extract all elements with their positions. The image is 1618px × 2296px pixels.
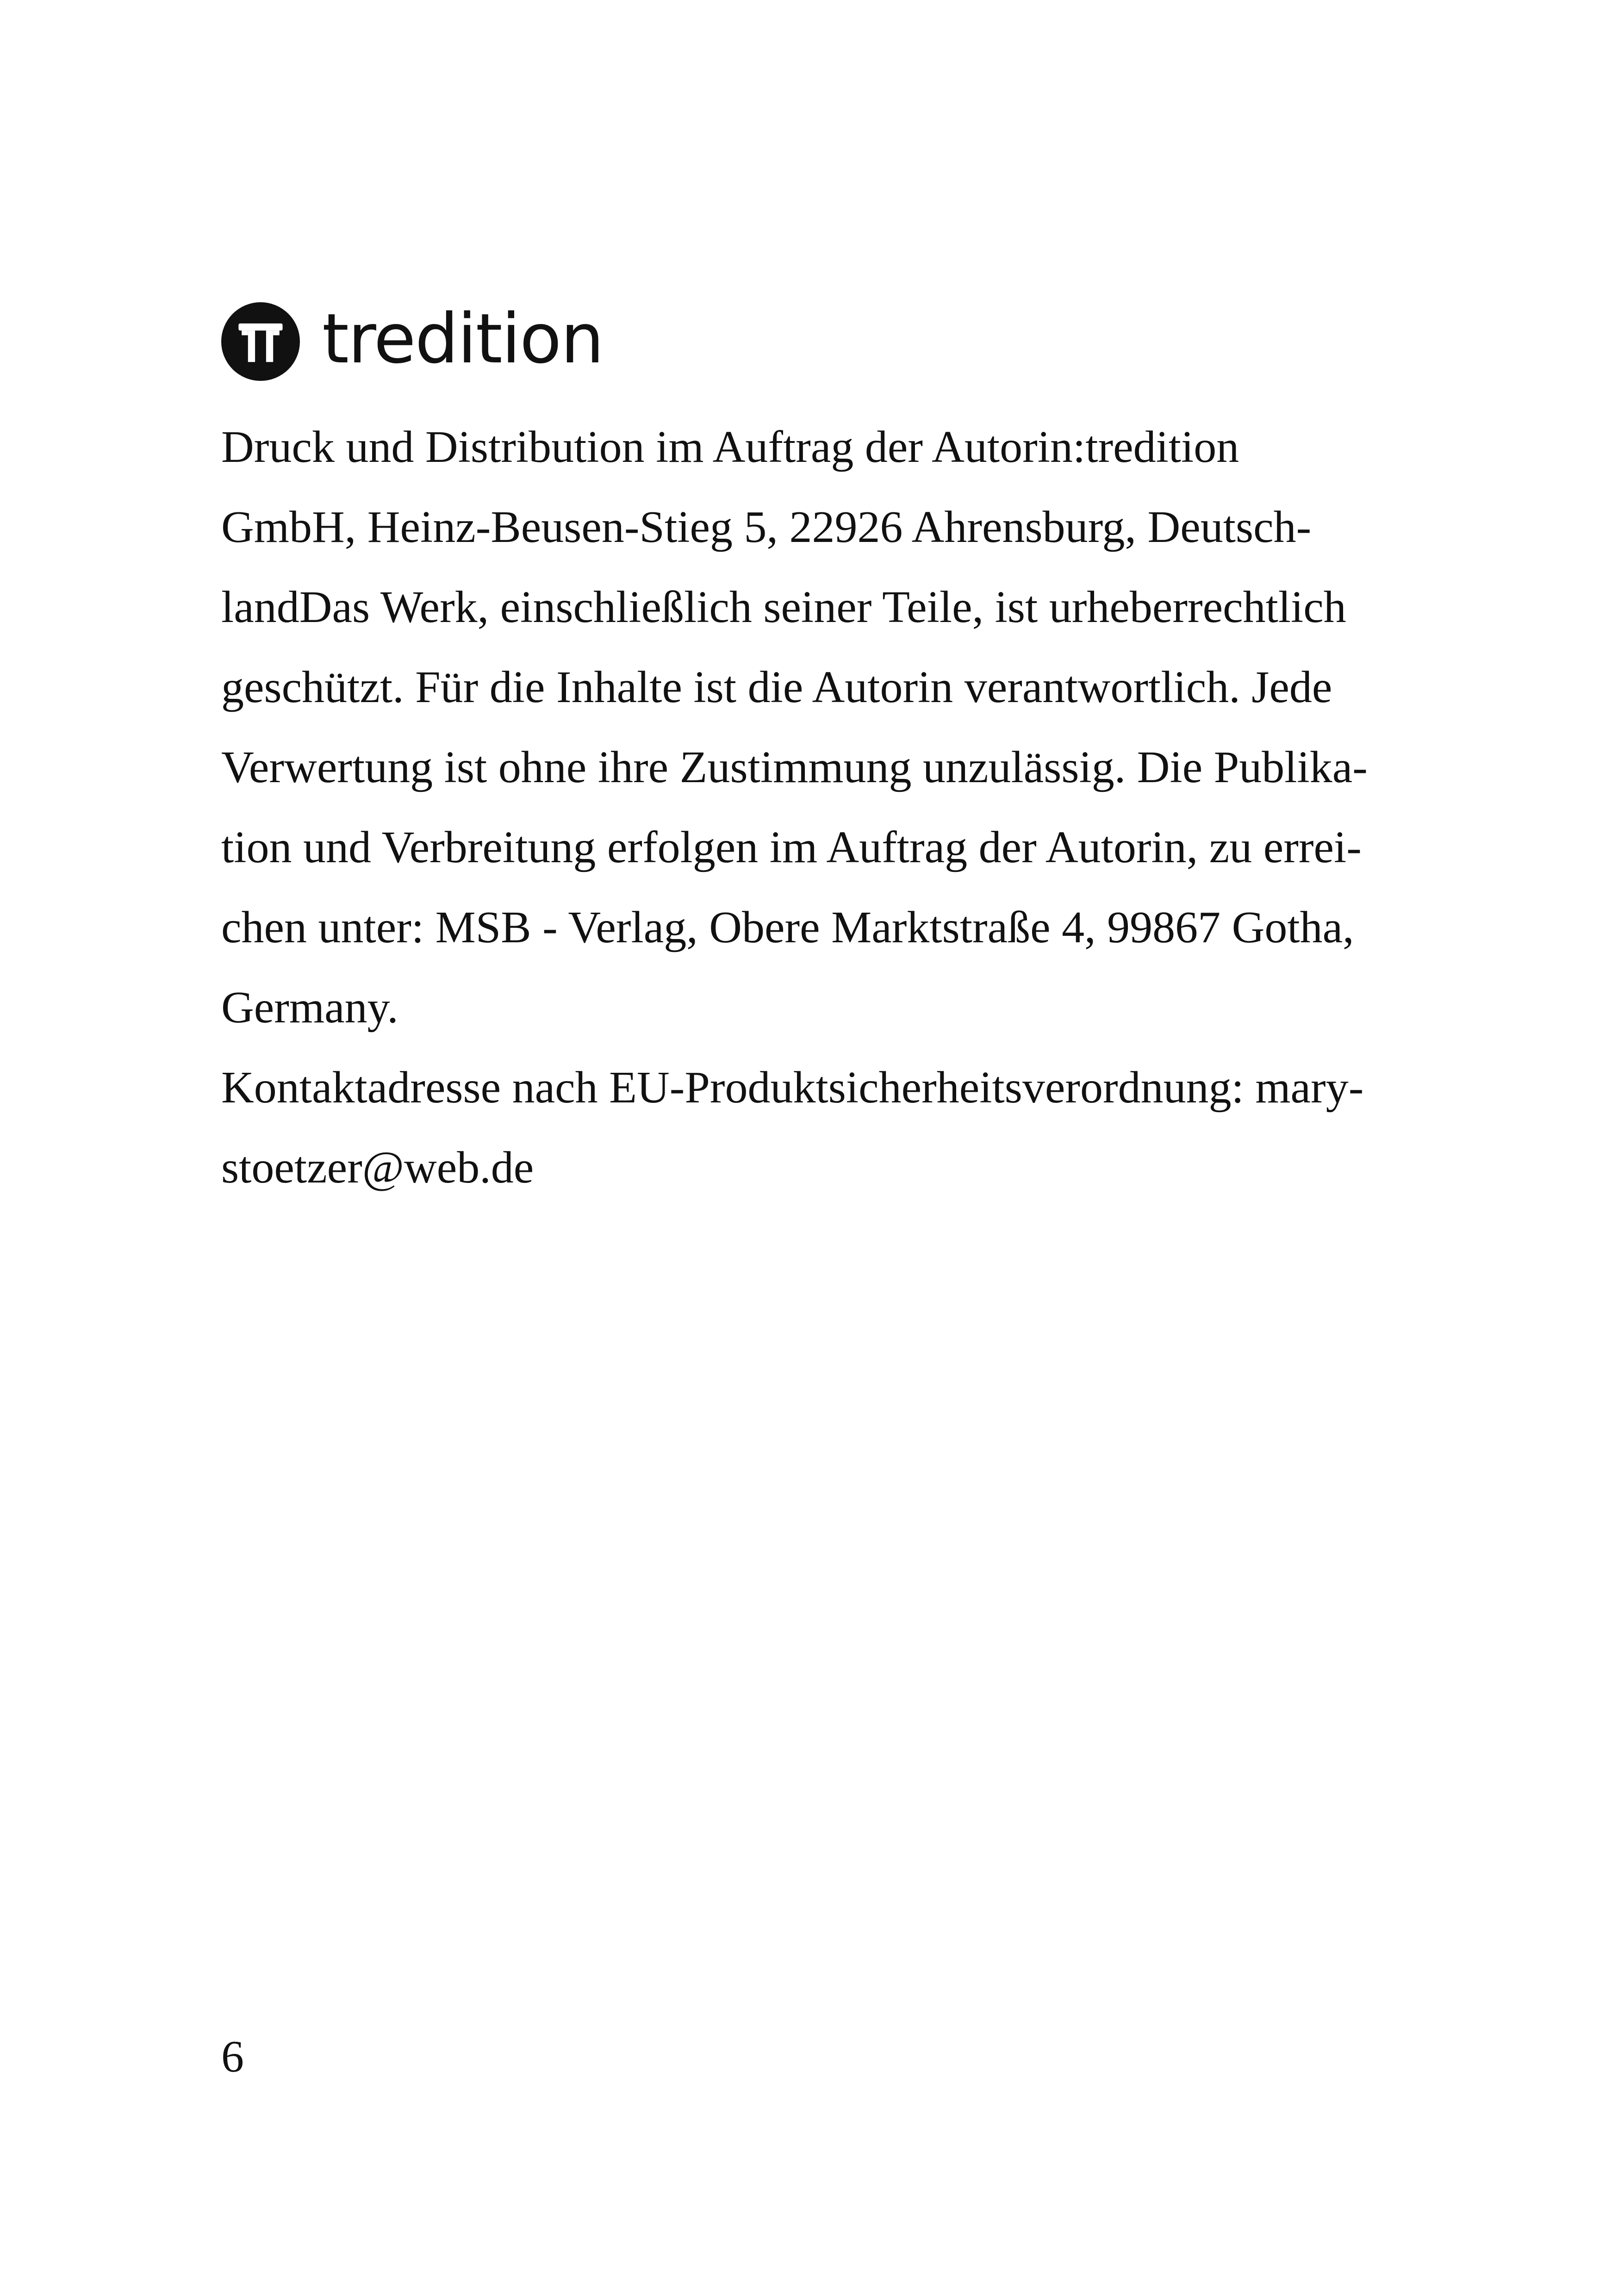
publisher-logo — [221, 300, 603, 383]
page-number: 6 — [221, 2032, 244, 2082]
imprint-line: Germany. — [221, 983, 398, 1033]
publisher-wordmark: tredition — [322, 299, 604, 379]
imprint-line: geschützt. Für die Inhalte ist die Autorin verantwortlich. Jede — [221, 662, 1332, 712]
imprint-line: GmbH, Heinz-Beusen-Stieg 5, 22926 Ahrensburg, Deutsch- — [221, 502, 1312, 552]
imprint-line: landDas Werk, einschließlich seiner Teile, ist urheberrechtlich — [221, 582, 1346, 632]
imprint-line: tion und Verbreitung erfolgen im Auftrag der Autorin, zu errei- — [221, 822, 1362, 872]
imprint-line: chen unter: MSB - Verlag, Obere Marktstraße 4, 99867 Gotha, — [221, 902, 1354, 952]
imprint-line: Verwertung ist ohne ihre Zustimmung unzulässig. Die Publika- — [221, 742, 1368, 792]
imprint-line: Druck und Distribution im Auftrag der Autorin:tredition — [221, 422, 1239, 472]
imprint-text — [221, 407, 1406, 1208]
contact-line: Kontaktadresse nach EU-Produktsicherheitsverordnung: mary- — [221, 1063, 1364, 1113]
tredition-logo-icon — [221, 302, 300, 381]
contact-email: stoetzer@web.de — [221, 1143, 534, 1193]
